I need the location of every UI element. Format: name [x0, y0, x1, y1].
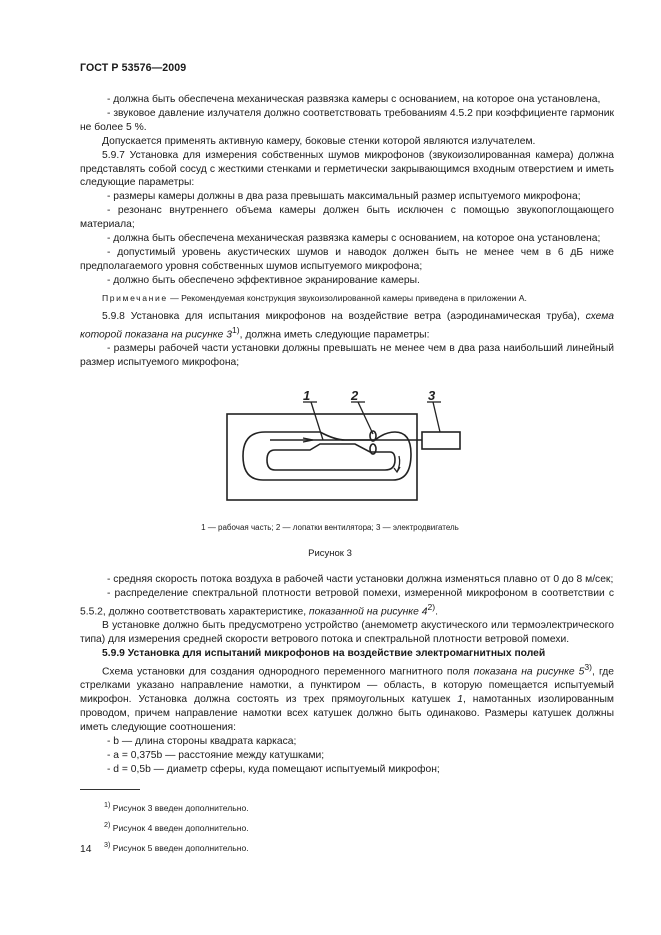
section-5-9-7: 5.9.7 Установка для измерения собственных шумов микрофонов (звукоизолированная камера) должна представлять собой сосуд с жесткими стенками и герметически закрывающимся входным отверстием и иметь следующие параметры: — [80, 149, 614, 189]
footnotes — [104, 797, 249, 857]
footnote-ref: 1) — [231, 324, 240, 335]
paragraph: - звуковое давление излучателя должно соответствовать требованиям 4.5.2 при коэффициенте гармоник не более 5 %. — [80, 107, 614, 133]
list-item: - a = 0,375b — расстояние между катушками; — [107, 749, 325, 761]
footnote: $^{1)}$ Рисунок 3 введен дополнительно. — [104, 801, 249, 813]
list-item: - должно быть обеспечено эффективное экранирование камеры. — [107, 274, 420, 286]
paragraph: Схема установки для создания однородного переменного магнитного поля показана на рисунке 5$^{3)}$, где стрелками указано направление намотки, а пунктиром — область, в которую помещается испытуемый микрофон. Установка должна состоять из трех прямоугольных катушек 1, намотанных изолированным проводом, причем направление намотки всех катушек должно быть одинаково. Размеры катушек должны иметь следующие соотношения: — [80, 661, 614, 733]
footnote-ref: 2) — [427, 601, 436, 612]
footnote-separator — [80, 789, 140, 790]
section-5-9-8: 5.9.8 Установка для испытания микрофонов на воздействие ветра (аэродинамическая труба), схема которой показана на рисунке 3$^{1)}$, должна иметь следующие параметры: — [80, 310, 614, 340]
list-item: - резонанс внутреннего объема камеры должен быть исключен с помощью звукопоглощающего материала; — [80, 205, 614, 231]
note-text: — Рекомендуемая конструкция звукоизолированной камеры приведена в приложении А. — [167, 292, 527, 303]
text-block-top — [80, 93, 614, 370]
tunnel-frame — [227, 414, 417, 500]
figure-title: Рисунок 3 — [308, 548, 352, 559]
leader-line-2 — [358, 402, 373, 434]
footnote: $^{2)}$ Рисунок 4 введен дополнительно. — [104, 820, 249, 833]
list-item: - b — длина стороны квадрата каркаса; — [107, 735, 297, 747]
paragraph: В установке должно быть предусмотрено устройство (анемометр акустического или термоэлектрического типа) для измерения средней скорости ветрового потока и спектральной плотности ветровой помехи. — [80, 620, 614, 646]
figure-label-2: 2 — [351, 388, 359, 403]
figure-label-3: 3 — [428, 388, 436, 403]
paragraph: - должна быть обеспечена механическая развязка камеры с основанием, на которое она установлена, — [107, 94, 601, 105]
leader-line-1 — [311, 402, 323, 440]
page-number: 14 — [80, 844, 92, 855]
list-item: - распределение спектральной плотности ветровой помехи, измеренной микрофоном в соответствии с 5.5.2, должно соответствовать характеристике, показанной на рисунке 4$^{2)}$. — [80, 587, 614, 618]
text-block-bottom — [80, 573, 614, 777]
figure-caption: 1 — рабочая часть; 2 — лопатки вентилятора; 3 — электродвигатель — [201, 523, 459, 532]
footnote-ref: 3) — [584, 661, 593, 672]
section-5-9-9-heading: 5.9.9 Установка для испытаний микрофонов на воздействие электромагнитных полей — [102, 647, 546, 659]
document-header: ГОСТ Р 53576—2009 — [80, 62, 187, 74]
paragraph: Допускается применять активную камеру, боковые стенки которой являются излучателем. — [102, 135, 536, 147]
list-item: - размеры камеры должны в два раза превышать максимальный размер испытуемого микрофона; — [107, 191, 581, 203]
leader-line-3 — [433, 402, 440, 432]
note-label: Примечание — [102, 292, 168, 303]
note — [80, 292, 614, 306]
list-item: - должна быть обеспечена механическая развязка камеры с основанием, на которое она установлена; — [107, 233, 601, 245]
list-item: - допустимый уровень акустических шумов и наводок должен быть не менее чем в 6 дБ ниже предполагаемого уровня собственных шумов испытуемого микрофона; — [80, 246, 614, 272]
footnote: $^{3)}$ Рисунок 5 введен дополнительно. — [104, 840, 249, 853]
list-item: - d = 0,5b — диаметр сферы, куда помещают испытуемый микрофон; — [107, 763, 440, 775]
electric-motor-box — [422, 432, 460, 449]
wind-tunnel-figure — [225, 388, 475, 503]
figure-label-1: 1 — [303, 388, 311, 403]
list-item: - размеры рабочей части установки должны превышать не менее чем в два раза наибольший линейный размер испытуемого микрофона; — [80, 342, 614, 368]
list-item: - средняя скорость потока воздуха в рабочей части установки должна изменяться плавно от 0 до 8 м/сек; — [107, 574, 614, 585]
